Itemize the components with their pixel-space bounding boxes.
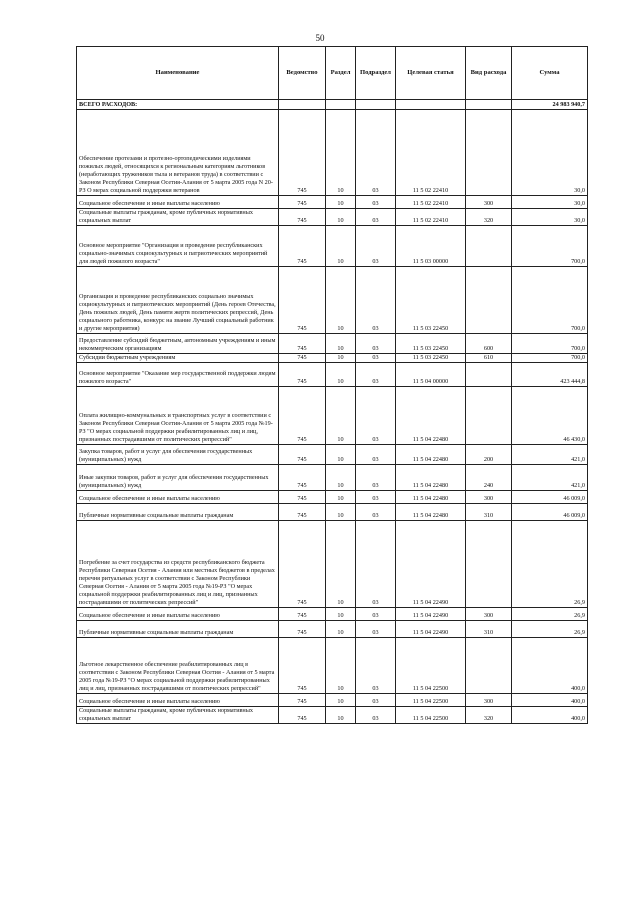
row-target: 11 5 04 22500 [396,694,466,707]
row-section: 10 [326,694,356,707]
row-section: 10 [326,226,356,267]
row-sum: 30,0 [512,110,588,196]
row-sum: 30,0 [512,196,588,209]
row-target: 11 5 04 22480 [396,504,466,521]
row-kind: 300 [466,196,512,209]
row-kind: 320 [466,209,512,226]
row-sum: 421,0 [512,465,588,491]
row-dept: 745 [279,196,326,209]
header-dept: Ведомство [279,47,326,100]
row-section: 10 [326,465,356,491]
row-section: 10 [326,521,356,608]
row-target: 11 5 04 22500 [396,638,466,694]
row-subsection: 03 [356,226,396,267]
row-subsection: 03 [356,387,396,445]
row-name: Социальные выплаты гражданам, кроме публичных нормативных социальных выплат [77,707,279,724]
table-row [77,387,588,445]
row-dept: 745 [279,521,326,608]
table-row [77,209,588,226]
page-number: 50 [315,33,325,43]
row-kind [466,363,512,387]
row-name: Социальное обеспечение и иные выплаты населению [77,608,279,621]
row-name: Основное мероприятие "Организация и проведение республиканских социально-значимых социокультурных и патриотических мероприятий для людей пожилого возраста" [77,226,279,267]
row-section: 10 [326,363,356,387]
row-subsection: 03 [356,445,396,465]
header-kind: Вид расхода [466,47,512,100]
row-name: Предоставление субсидий бюджетным, автономным учреждениям и иным некоммерческим организациям [77,334,279,354]
row-subsection: 03 [356,209,396,226]
row-section: 10 [326,387,356,445]
row-dept: 745 [279,621,326,638]
total-sum: 24 983 940,7 [512,100,588,110]
row-subsection: 03 [356,504,396,521]
table-row [77,110,588,196]
row-section: 10 [326,334,356,354]
row-target: 11 5 02 22410 [396,196,466,209]
row-sum: 26,9 [512,521,588,608]
row-sum: 400,0 [512,638,588,694]
row-kind: 200 [466,445,512,465]
row-kind: 240 [466,465,512,491]
row-dept: 745 [279,226,326,267]
row-subsection: 03 [356,521,396,608]
total-label: ВСЕГО РАСХОДОВ: [77,100,279,110]
table-row [77,608,588,621]
row-section: 10 [326,621,356,638]
row-name: Публичные нормативные социальные выплаты гражданам [77,504,279,521]
row-section: 10 [326,504,356,521]
row-section: 10 [326,267,356,334]
table-row [77,354,588,363]
row-subsection: 03 [356,196,396,209]
row-name: Погребение за счет государства из средств республиканского бюджета Республики Северная Осетия - Алания или местных бюджетов в пределах перечня ритуальных услуг в соответствии с Законом Республики Северная Осетия - Алания от 5 марта 2005 года №19-РЗ "О мерах социальной поддержки реабилитированных лиц и лиц, признанных пострадавшими от политических репрессий" [77,521,279,608]
row-dept: 745 [279,209,326,226]
row-target: 11 5 04 22480 [396,465,466,491]
row-target: 11 5 04 22490 [396,521,466,608]
table-row [77,694,588,707]
table-row [77,363,588,387]
row-subsection: 03 [356,707,396,724]
row-sum: 700,0 [512,354,588,363]
row-target: 11 5 02 22410 [396,209,466,226]
row-dept: 745 [279,707,326,724]
table-row [77,521,588,608]
row-name: Оплата жилищно-коммунальных и транспортных услуг в соответствии с Законом Республики Северная Осетия-Алания от 5 марта 2005 года №19-РЗ "О мерах социальной поддержки реабилитированных лиц и лиц, признанных пострадавшими от политических репрессий" [77,387,279,445]
row-name: Обеспечение протезами и протезно-ортопедическими изделиями пожилых людей, относящихся к региональным категориям льготников (неработающих тружеников тыла и ветеранов труда) в соответствии с Законом Республики Северная Осетия-Алания от 5 марта 2005 года N 20-РЗ О мерах социальной поддержки ветеранов [77,110,279,196]
row-sum: 700,0 [512,226,588,267]
row-target: 11 5 02 22410 [396,110,466,196]
row-subsection: 03 [356,491,396,504]
row-dept: 745 [279,267,326,334]
row-section: 10 [326,445,356,465]
row-kind: 320 [466,707,512,724]
row-kind: 610 [466,354,512,363]
row-subsection: 03 [356,334,396,354]
row-dept: 745 [279,465,326,491]
row-sum: 26,9 [512,621,588,638]
table-row [77,465,588,491]
row-sum: 30,0 [512,209,588,226]
row-subsection: 03 [356,110,396,196]
row-dept: 745 [279,445,326,465]
table-row [77,226,588,267]
row-target: 11 5 04 22490 [396,608,466,621]
row-sum: 26,9 [512,608,588,621]
row-kind [466,387,512,445]
row-section: 10 [326,110,356,196]
row-dept: 745 [279,491,326,504]
row-sum: 400,0 [512,694,588,707]
row-sum: 700,0 [512,267,588,334]
row-section: 10 [326,196,356,209]
row-section: 10 [326,638,356,694]
row-section: 10 [326,491,356,504]
row-sum: 400,0 [512,707,588,724]
row-kind: 300 [466,608,512,621]
row-name: Социальное обеспечение и иные выплаты населению [77,694,279,707]
table-row [77,707,588,724]
row-sum: 421,0 [512,445,588,465]
row-kind [466,226,512,267]
row-target: 11 5 03 22450 [396,267,466,334]
row-sum: 46 430,0 [512,387,588,445]
row-kind: 300 [466,694,512,707]
row-subsection: 03 [356,267,396,334]
row-section: 10 [326,209,356,226]
row-name: Льготное лекарственное обеспечение реабилитированных лиц в соответствии с Законом Республики Северная Осетия - Алания от 5 марта 2005 года №19-РЗ "О мерах социальной поддержки реабилитированных лиц и лиц, признанных пострадавшими от политических репрессий" [77,638,279,694]
row-target: 11 5 04 22480 [396,445,466,465]
row-name: Организация и проведение республиканских социально значимых социокультурных и патриотических мероприятий (День героев Отечества, День пожилых людей, День памяти жертв политических репрессий, День социального работника, конкурс на звание Лучший социальный работник и другие мероприятия) [77,267,279,334]
row-target: 11 5 04 22480 [396,387,466,445]
row-target: 11 5 03 22450 [396,334,466,354]
header-section: Раздел [326,47,356,100]
row-kind: 310 [466,504,512,521]
header-sum: Сумма [512,47,588,100]
row-name: Социальные выплаты гражданам, кроме публичных нормативных социальных выплат [77,209,279,226]
row-target: 11 5 03 22450 [396,354,466,363]
row-kind [466,638,512,694]
row-target: 11 5 03 00000 [396,226,466,267]
row-name: Публичные нормативные социальные выплаты гражданам [77,621,279,638]
row-subsection: 03 [356,608,396,621]
row-target: 11 5 04 22480 [396,491,466,504]
row-dept: 745 [279,638,326,694]
row-dept: 745 [279,110,326,196]
row-name: Социальное обеспечение и иные выплаты населению [77,491,279,504]
table-row [77,504,588,521]
row-dept: 745 [279,608,326,621]
row-dept: 745 [279,334,326,354]
row-target: 11 5 04 22490 [396,621,466,638]
row-sum: 46 009,0 [512,504,588,521]
header-name: Наименование [77,47,279,100]
row-sum: 46 009,0 [512,491,588,504]
table-row [77,621,588,638]
row-kind [466,110,512,196]
table-row [77,196,588,209]
row-name: Социальное обеспечение и иные выплаты населению [77,196,279,209]
row-subsection: 03 [356,621,396,638]
row-name: Иные закупки товаров, работ и услуг для обеспечения государственных (муниципальных) нужд [77,465,279,491]
row-dept: 745 [279,504,326,521]
row-dept: 745 [279,387,326,445]
row-dept: 745 [279,694,326,707]
table-row [77,445,588,465]
row-subsection: 03 [356,363,396,387]
total-row [77,100,588,110]
row-subsection: 03 [356,465,396,491]
row-dept: 745 [279,363,326,387]
row-kind [466,267,512,334]
header-target: Целевая статья [396,47,466,100]
row-name: Закупка товаров, работ и услуг для обеспечения государственных (муниципальных) нужд [77,445,279,465]
table-row [77,638,588,694]
row-target: 11 5 04 22500 [396,707,466,724]
row-kind: 310 [466,621,512,638]
row-section: 10 [326,707,356,724]
row-kind: 600 [466,334,512,354]
row-name: Субсидии бюджетным учреждениям [77,354,279,363]
row-dept: 745 [279,354,326,363]
row-target: 11 5 04 00000 [396,363,466,387]
row-section: 10 [326,354,356,363]
table-row [77,334,588,354]
budget-table [76,46,588,724]
row-subsection: 03 [356,354,396,363]
table-row [77,267,588,334]
row-sum: 700,0 [512,334,588,354]
row-kind [466,521,512,608]
header-subsection: Подраздел [356,47,396,100]
row-subsection: 03 [356,638,396,694]
row-section: 10 [326,608,356,621]
row-subsection: 03 [356,694,396,707]
row-sum: 423 444,8 [512,363,588,387]
row-kind: 300 [466,491,512,504]
table-header-row [77,47,588,100]
row-name: Основное мероприятие "Оказание мер государственной поддержки людям пожилого возраста" [77,363,279,387]
table-row [77,491,588,504]
